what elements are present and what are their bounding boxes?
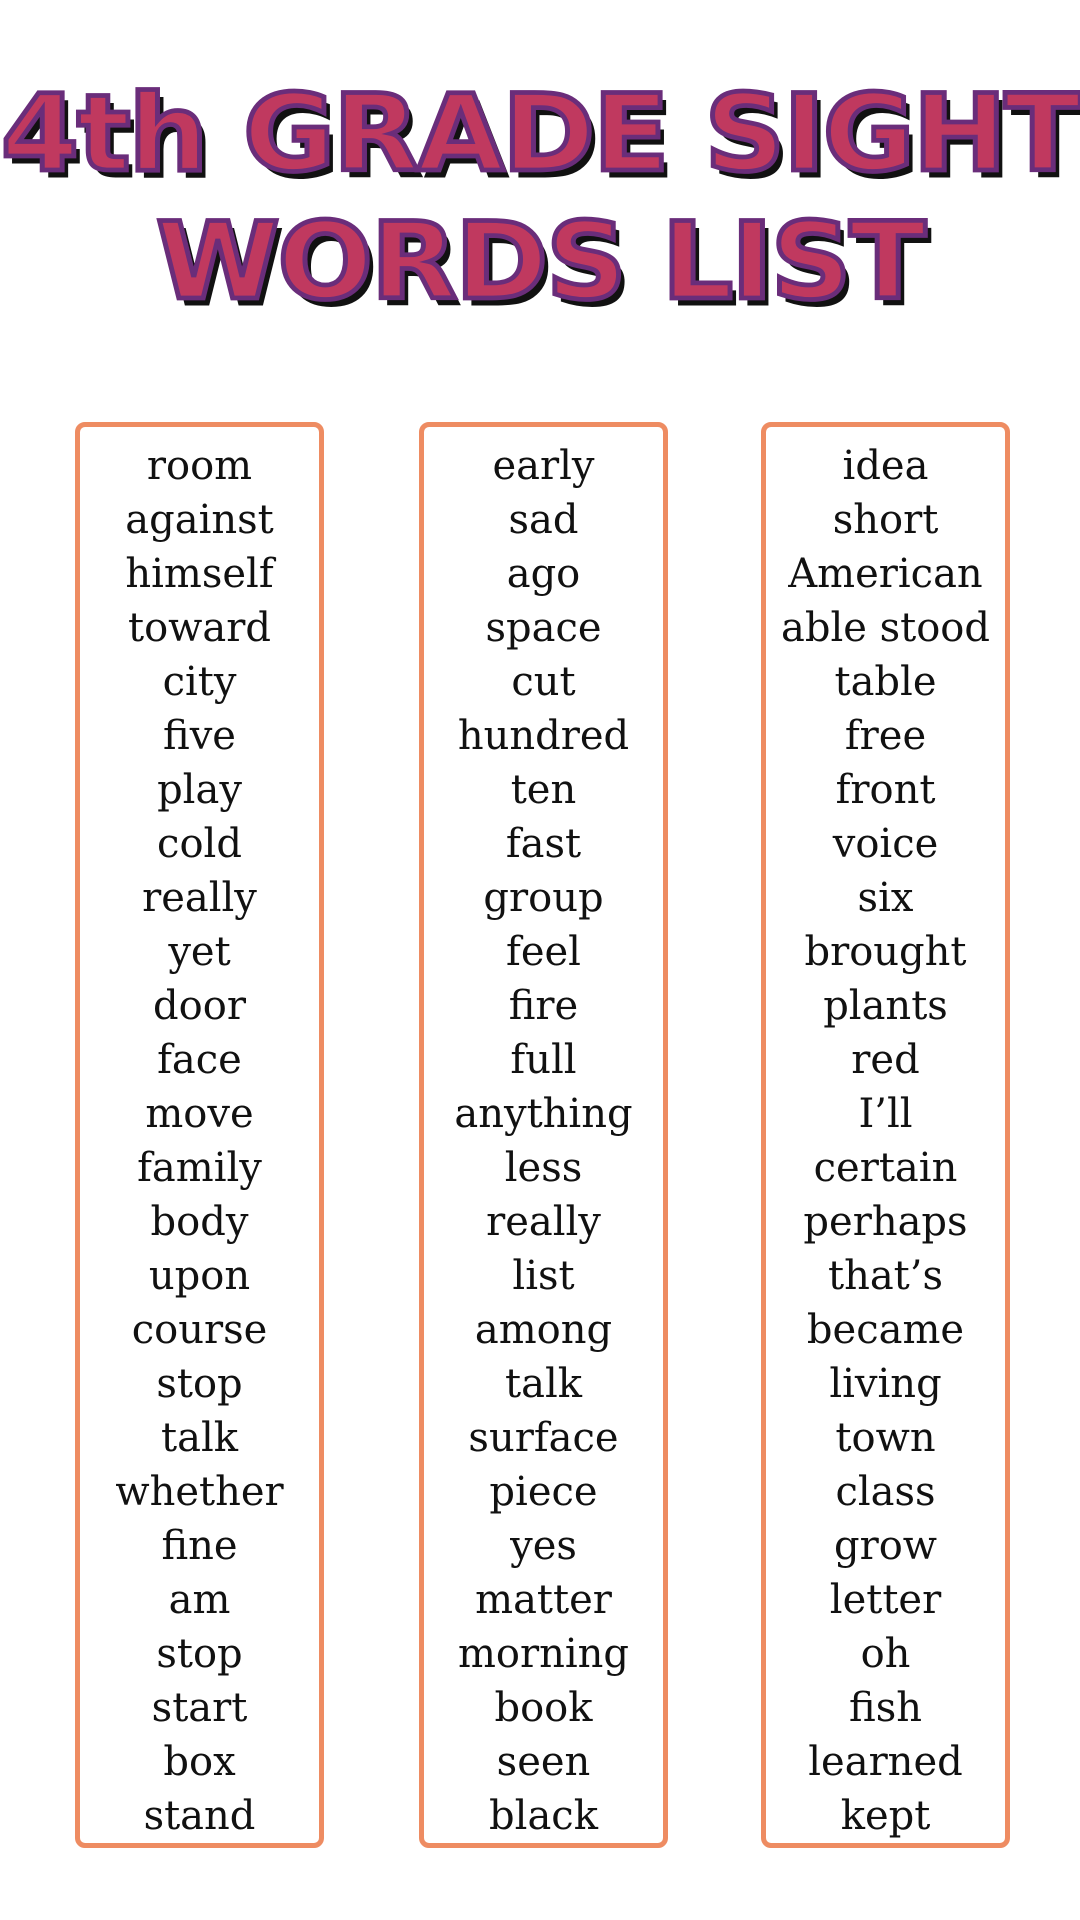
sight-word: morning bbox=[457, 1631, 630, 1677]
sight-word: space bbox=[485, 605, 602, 651]
sight-word: city bbox=[162, 659, 237, 705]
sight-word: fine bbox=[161, 1523, 238, 1569]
word-list-1 bbox=[80, 427, 319, 1843]
page-title bbox=[0, 70, 1080, 326]
sight-word: voice bbox=[832, 821, 939, 867]
title-line-1: 4th GRADE SIGHT bbox=[1, 72, 1079, 196]
sight-word: learned bbox=[808, 1739, 963, 1785]
word-list-2 bbox=[424, 427, 663, 1843]
sight-word: himself bbox=[125, 551, 274, 597]
sight-word: hundred bbox=[457, 713, 630, 759]
sight-word: move bbox=[145, 1091, 254, 1137]
sight-word: American bbox=[788, 551, 983, 597]
sight-word: ten bbox=[510, 767, 577, 813]
sight-word: toward bbox=[128, 605, 271, 651]
sight-word: ago bbox=[506, 551, 581, 597]
sight-word: sad bbox=[508, 497, 579, 543]
sight-word: room bbox=[146, 443, 253, 489]
sight-word: family bbox=[137, 1145, 262, 1191]
sight-word: grow bbox=[833, 1523, 938, 1569]
sight-word: short bbox=[832, 497, 939, 543]
sight-word: fast bbox=[505, 821, 582, 867]
sight-word: talk bbox=[505, 1361, 582, 1407]
sight-word: piece bbox=[489, 1469, 598, 1515]
sight-word: became bbox=[806, 1307, 965, 1353]
sight-word: cold bbox=[157, 821, 242, 867]
sight-word: that’s bbox=[828, 1253, 943, 1299]
sight-word: list bbox=[512, 1253, 575, 1299]
word-list-3 bbox=[766, 427, 1005, 1843]
sight-word: red bbox=[851, 1037, 920, 1083]
sight-word: early bbox=[492, 443, 595, 489]
word-column-1 bbox=[75, 422, 324, 1848]
sight-word: plants bbox=[823, 983, 948, 1029]
sight-word: cut bbox=[511, 659, 576, 705]
sight-word: perhaps bbox=[803, 1199, 968, 1245]
sight-word: brought bbox=[804, 929, 967, 975]
sight-word: stop bbox=[156, 1631, 243, 1677]
sight-word: black bbox=[489, 1793, 598, 1839]
sight-word: really bbox=[486, 1199, 601, 1245]
sight-word: play bbox=[157, 767, 242, 813]
sight-word: stand bbox=[143, 1793, 256, 1839]
sight-word: group bbox=[483, 875, 604, 921]
sight-word: able stood bbox=[780, 605, 990, 651]
sight-word: less bbox=[504, 1145, 583, 1191]
sight-word: class bbox=[835, 1469, 936, 1515]
sight-word: am bbox=[168, 1577, 231, 1623]
sight-word: upon bbox=[148, 1253, 251, 1299]
sight-word: door bbox=[153, 983, 246, 1029]
word-column-3 bbox=[761, 422, 1010, 1848]
sight-word: fire bbox=[508, 983, 579, 1029]
sight-word: free bbox=[844, 713, 927, 759]
sight-word: start bbox=[151, 1685, 248, 1731]
sight-word: fish bbox=[849, 1685, 922, 1731]
word-column-2 bbox=[419, 422, 668, 1848]
sight-word: feel bbox=[506, 929, 581, 975]
word-columns bbox=[0, 422, 1080, 1846]
sight-word: full bbox=[510, 1037, 577, 1083]
sight-word: town bbox=[835, 1415, 936, 1461]
sight-word: talk bbox=[161, 1415, 238, 1461]
sight-word: box bbox=[163, 1739, 236, 1785]
sight-word: whether bbox=[115, 1469, 284, 1515]
sight-word: certain bbox=[813, 1145, 958, 1191]
sight-word: face bbox=[157, 1037, 242, 1083]
sight-word: idea bbox=[842, 443, 929, 489]
sight-word: six bbox=[857, 875, 914, 921]
sight-word: really bbox=[142, 875, 257, 921]
sight-word: among bbox=[474, 1307, 613, 1353]
sight-word: seen bbox=[496, 1739, 591, 1785]
sight-word: kept bbox=[840, 1793, 931, 1839]
sight-word: five bbox=[163, 713, 236, 759]
sight-word: body bbox=[150, 1199, 249, 1245]
sight-word: living bbox=[829, 1361, 942, 1407]
sight-word: surface bbox=[468, 1415, 619, 1461]
sight-word: anything bbox=[454, 1091, 633, 1137]
sight-word: I’ll bbox=[858, 1091, 913, 1137]
sight-word: course bbox=[131, 1307, 268, 1353]
sight-word: matter bbox=[475, 1577, 612, 1623]
sight-word: letter bbox=[829, 1577, 942, 1623]
sight-word: yet bbox=[168, 929, 231, 975]
title-line-2: WORDS LIST bbox=[156, 200, 924, 324]
sight-word: against bbox=[125, 497, 274, 543]
sight-word: book bbox=[494, 1685, 593, 1731]
sight-word: table bbox=[834, 659, 937, 705]
sight-word: stop bbox=[156, 1361, 243, 1407]
sight-word: oh bbox=[860, 1631, 911, 1677]
sight-word: yes bbox=[510, 1523, 577, 1569]
sight-word: front bbox=[835, 767, 936, 813]
